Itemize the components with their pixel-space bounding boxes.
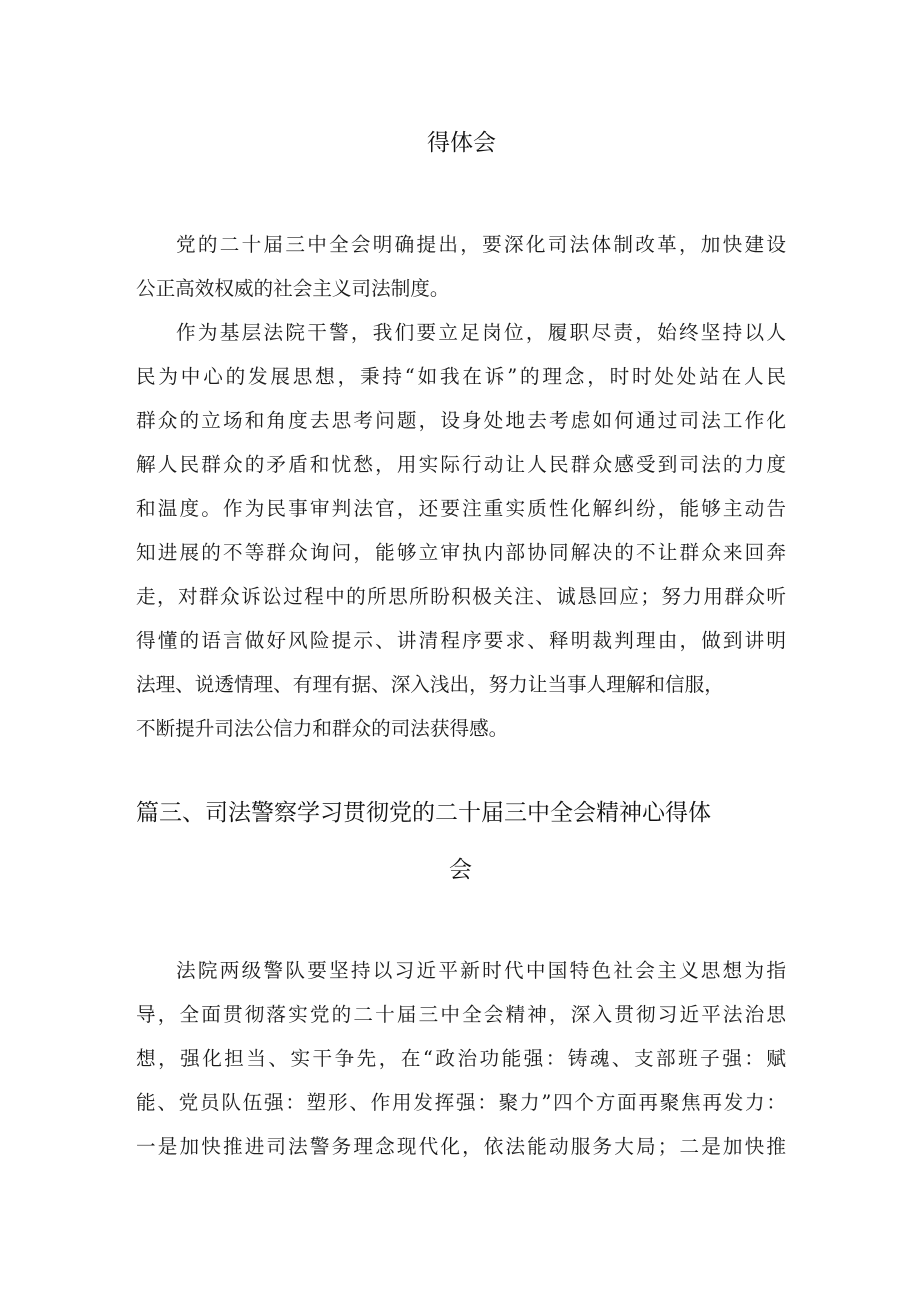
paragraph-line: 党的二十届三中全会明确提出，要深化司法体制改革，加快建设 [176, 233, 786, 256]
paragraph-line: 知进展的不等群众询问，能够立审执内部协同解决的不让群众来回奔 [136, 541, 786, 564]
paragraph-line: 群众的立场和角度去思考问题，设身处地去考虑如何通过司法工作化 [136, 409, 786, 432]
paragraph-line: 民为中心的发展思想，秉持“如我在诉”的理念，时时处处站在人民 [136, 365, 786, 388]
paragraph-line: 得懂的语言做好风险提示、讲清程序要求、释明裁判理由，做到讲明 [136, 629, 786, 652]
section-title-tail: 得体会 [427, 130, 496, 156]
paragraph-line: 和温度。作为民事审判法官，还要注重实质性化解纠纷，能够主动告 [136, 497, 786, 520]
section-heading: 篇三、司法警察学习贯彻党的二十届三中全会精神心得体 [136, 800, 711, 826]
paragraph-line: 作为基层法院干警，我们要立足岗位，履职尽责，始终坚持以人 [176, 321, 786, 344]
paragraph-line: 不断提升司法公信力和群众的司法获得感。 [136, 717, 509, 740]
paragraph-line: 一是加快推进司法警务理念现代化，依法能动服务大局；二是加快推 [136, 1135, 786, 1158]
paragraph-line: 想，强化担当、实干争先，在“政治功能强：铸魂、支部班子强：赋 [136, 1047, 786, 1070]
paragraph-line: 能、党员队伍强：塑形、作用发挥强：聚力”四个方面再聚焦再发力： [136, 1091, 786, 1114]
paragraph-line: 走，对群众诉讼过程中的所思所盼积极关注、诚恳回应；努力用群众听 [136, 585, 786, 608]
paragraph-line: 法院两级警队要坚持以习近平新时代中国特色社会主义思想为指 [176, 959, 786, 982]
section-heading-continuation: 会 [449, 857, 472, 883]
paragraph-line: 导，全面贯彻落实党的二十届三中全会精神，深入贯彻习近平法治思 [136, 1003, 786, 1026]
paragraph-line: 公正高效权威的社会主义司法制度。 [136, 277, 450, 300]
paragraph-line: 法理、说透情理、有理有据、深入浅出，努力让当事人理解和信服， [136, 673, 724, 696]
paragraph-line: 解人民群众的矛盾和忧愁，用实际行动让人民群众感受到司法的力度 [136, 453, 786, 476]
